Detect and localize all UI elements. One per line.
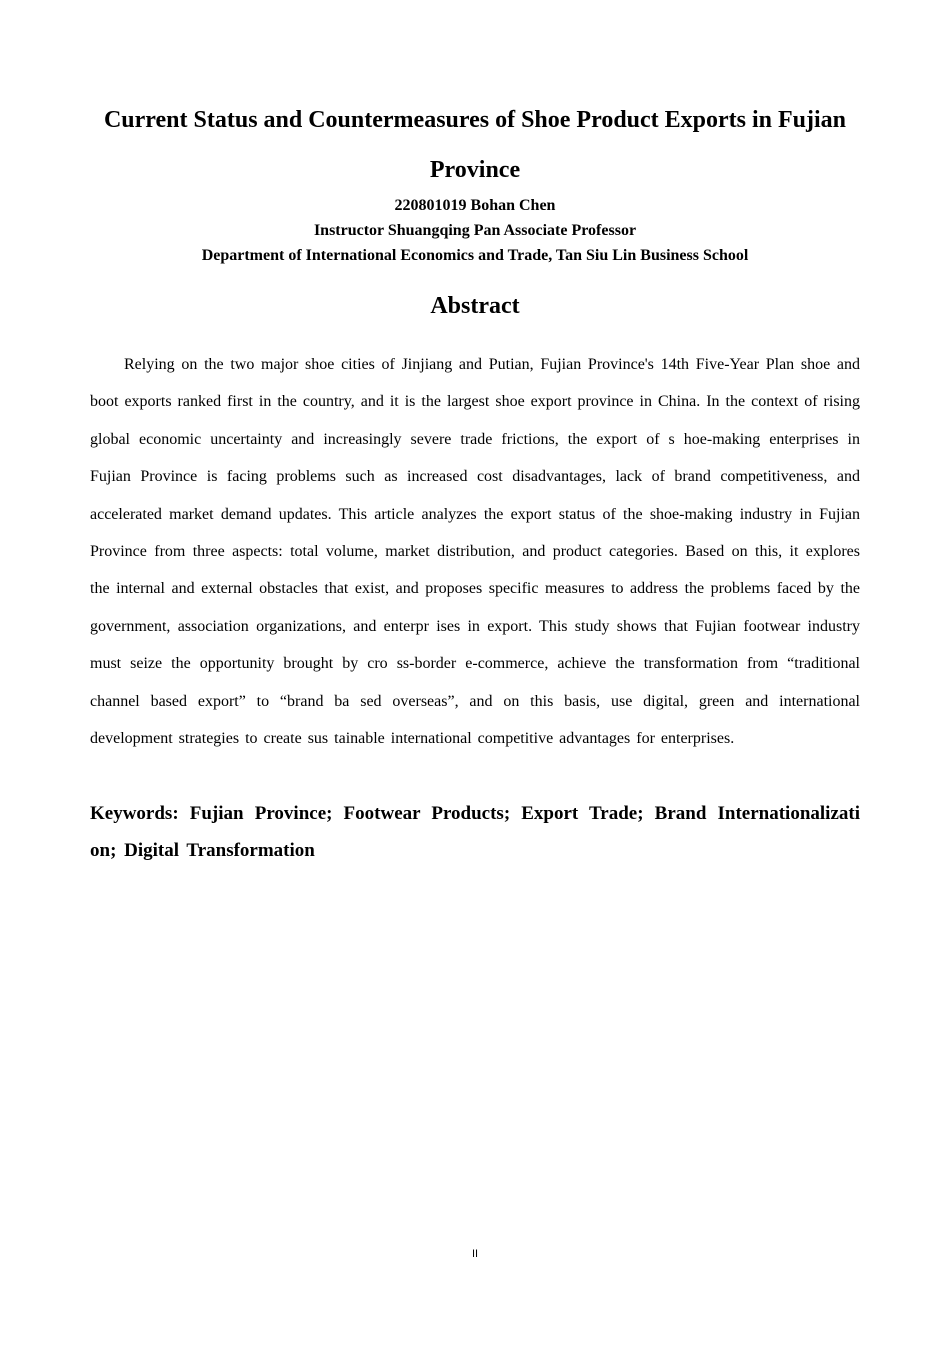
keywords-line: Keywords: Fujian Province; Footwear Products; Export Trade; Brand Internationalizati on; Digital Transformation: [90, 803, 860, 862]
abstract-body: Relying on the two major shoe cities of Jinjiang and Putian, Fujian Province's 14th Five-Year Plan shoe and boot exports ranked first in the country, and it is the largest shoe export province in China. In the context of rising global economic uncertainty and increasingly severe trade frictions, the export of s hoe-making enterprises in Fujian Province is facing problems such as increased cost disadvantages, lack of brand competitiveness, and accelerated market demand updates. This article analyzes the export status of the shoe-making industry in Fujian Province from three aspects: total volume, market distribution, and product categories. Based on this, it explores the internal and external obstacles that exist, and proposes specific measures to address the problems faced by the government, association organizations, and enterpr ises in export. This study shows that Fujian footwear industry must seize the opportunity brought by cro ss-border e-commerce, achieve the transformation from “traditional channel based export” to “brand ba sed overseas”, and on this basis, use digital, green and international development strategies to create sus tainable international competitive advantages for enterprises.: [90, 356, 860, 748]
paper-title: Current Status and Countermeasures of Shoe Product Exports in Fujian Province: [103, 107, 847, 183]
author-info: [90, 193, 860, 268]
page-number: II: [471, 1248, 479, 1260]
abstract-heading: Abstract: [430, 293, 520, 319]
department-line: Department of International Economics and Trade, Tan Siu Lin Business School: [201, 247, 749, 264]
student-id-and-name: 220801019 Bohan Chen: [394, 197, 556, 214]
instructor-line: Instructor Shuangqing Pan Associate Professor: [313, 222, 637, 239]
